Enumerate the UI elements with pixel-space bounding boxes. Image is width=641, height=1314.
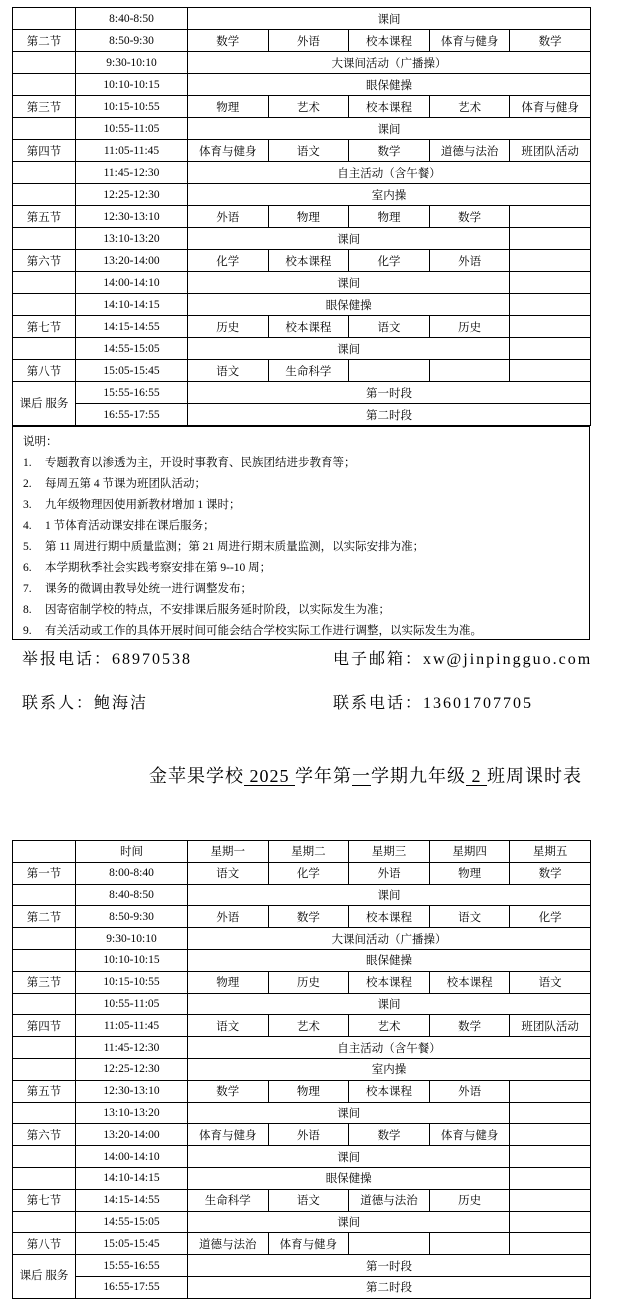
subject-cell: 校本课程 bbox=[429, 971, 510, 993]
subject-cell: 历史 bbox=[188, 316, 269, 338]
subject-cell: 生命科学 bbox=[188, 1189, 269, 1211]
subject-cell: 校本课程 bbox=[349, 30, 430, 52]
page-title bbox=[90, 762, 641, 788]
table-row bbox=[13, 971, 591, 993]
table-row bbox=[13, 272, 591, 294]
period-cell: 第七节 bbox=[13, 1189, 76, 1211]
contact-person: 联系人：鲍海洁 bbox=[22, 695, 149, 712]
period-cell: 第一节 bbox=[13, 862, 76, 884]
period-cell bbox=[13, 993, 76, 1015]
subject-cell: 物理 bbox=[349, 206, 430, 228]
subject-cell bbox=[510, 206, 591, 228]
time-cell: 11:45-12:30 bbox=[76, 162, 188, 184]
time-cell: 11:05-11:45 bbox=[76, 140, 188, 162]
subject-cell: 历史 bbox=[429, 316, 510, 338]
table-row bbox=[13, 1211, 591, 1233]
day-header-cell: 星期二 bbox=[268, 841, 349, 863]
period-cell bbox=[13, 1167, 76, 1189]
title-class-underlined: 2 bbox=[466, 766, 487, 786]
subject-cell: 化学 bbox=[510, 906, 591, 928]
period-cell bbox=[13, 338, 76, 360]
period-cell bbox=[13, 1146, 76, 1168]
period-cell bbox=[13, 884, 76, 906]
subject-cell: 体育与健身 bbox=[429, 1124, 510, 1146]
time-cell: 15:05-15:45 bbox=[76, 360, 188, 382]
subject-cell bbox=[429, 360, 510, 382]
period-cell bbox=[13, 118, 76, 140]
empty-friday-cell bbox=[510, 1211, 591, 1233]
subject-cell: 艺术 bbox=[349, 1015, 430, 1037]
subject-cell: 数学 bbox=[510, 30, 591, 52]
title-part: 学期九年级 bbox=[371, 766, 466, 786]
title-term-underlined: 一 bbox=[352, 766, 371, 786]
period-cell: 第八节 bbox=[13, 1233, 76, 1255]
time-cell: 15:55-16:55 bbox=[76, 1255, 188, 1277]
activity-span-cell: 眼保健操 bbox=[188, 949, 591, 971]
activity-span-cell: 眼保健操 bbox=[188, 294, 510, 316]
time-cell: 15:05-15:45 bbox=[76, 1233, 188, 1255]
table-row bbox=[13, 1080, 591, 1102]
period-cell: 第三节 bbox=[13, 96, 76, 118]
table-row bbox=[13, 1255, 591, 1277]
subject-cell: 语文 bbox=[188, 1015, 269, 1037]
subject-cell: 校本课程 bbox=[268, 316, 349, 338]
activity-span-cell: 室内操 bbox=[188, 1058, 591, 1080]
time-cell: 12:25-12:30 bbox=[76, 184, 188, 206]
subject-cell bbox=[349, 1233, 430, 1255]
period-cell bbox=[13, 228, 76, 250]
period-cell bbox=[13, 294, 76, 316]
time-cell: 9:30-10:10 bbox=[76, 928, 188, 950]
activity-span-cell: 第二时段 bbox=[188, 1276, 591, 1298]
note-item: 1. 专题教育以渗透为主，开设时事教育、民族团结进步教育等； bbox=[23, 457, 356, 469]
activity-span-cell: 课间 bbox=[188, 884, 591, 906]
table-row bbox=[13, 1102, 591, 1124]
subject-cell: 班团队活动 bbox=[510, 140, 591, 162]
subject-cell: 外语 bbox=[429, 1080, 510, 1102]
subject-cell: 语文 bbox=[429, 906, 510, 928]
table-row bbox=[13, 8, 591, 30]
period-cell bbox=[13, 74, 76, 96]
period-cell bbox=[13, 949, 76, 971]
subject-cell: 数学 bbox=[510, 862, 591, 884]
period-cell: 第四节 bbox=[13, 140, 76, 162]
period-cell bbox=[13, 928, 76, 950]
subject-cell bbox=[510, 1080, 591, 1102]
time-cell: 11:05-11:45 bbox=[76, 1015, 188, 1037]
time-cell: 10:15-10:55 bbox=[76, 96, 188, 118]
activity-span-cell: 眼保健操 bbox=[188, 74, 591, 96]
period-cell bbox=[13, 1058, 76, 1080]
subject-cell: 语文 bbox=[268, 140, 349, 162]
time-cell: 12:25-12:30 bbox=[76, 1058, 188, 1080]
time-cell: 14:55-15:05 bbox=[76, 1211, 188, 1233]
email-address: 电子邮箱：xw@jinpingguo.com bbox=[333, 651, 593, 668]
time-cell: 10:10-10:15 bbox=[76, 74, 188, 96]
time-cell: 14:10-14:15 bbox=[76, 294, 188, 316]
after-school-label-cell: 课后 服务 bbox=[13, 382, 76, 426]
empty-friday-cell bbox=[510, 338, 591, 360]
period-cell bbox=[13, 162, 76, 184]
note-item: 5. 第 11 周进行期中质量监测；第 21 周进行期末质量监测，以实际安排为准； bbox=[23, 541, 425, 553]
table-row bbox=[13, 338, 591, 360]
title-part: 班周课时表 bbox=[487, 766, 582, 786]
subject-cell: 艺术 bbox=[268, 96, 349, 118]
time-cell: 10:55-11:05 bbox=[76, 993, 188, 1015]
subject-cell: 数学 bbox=[429, 206, 510, 228]
subject-cell bbox=[510, 360, 591, 382]
time-cell: 10:10-10:15 bbox=[76, 949, 188, 971]
day-header-cell: 星期三 bbox=[349, 841, 430, 863]
period-cell: 第二节 bbox=[13, 30, 76, 52]
day-header-cell: 星期五 bbox=[510, 841, 591, 863]
period-cell: 第六节 bbox=[13, 250, 76, 272]
activity-span-cell: 第一时段 bbox=[188, 382, 591, 404]
subject-cell bbox=[429, 1233, 510, 1255]
activity-span-cell: 课间 bbox=[188, 8, 591, 30]
subject-cell: 数学 bbox=[429, 1015, 510, 1037]
subject-cell: 语文 bbox=[349, 316, 430, 338]
note-item: 4. 1 节体育活动课安排在课后服务； bbox=[23, 520, 215, 532]
subject-cell: 体育与健身 bbox=[268, 1233, 349, 1255]
table-row bbox=[13, 74, 591, 96]
subject-cell: 语文 bbox=[268, 1189, 349, 1211]
subject-cell: 历史 bbox=[429, 1189, 510, 1211]
note-item: 2. 每周五第 4 节课为班团队活动； bbox=[23, 478, 206, 490]
subject-cell: 数学 bbox=[188, 30, 269, 52]
activity-span-cell: 大课间活动（广播操） bbox=[188, 928, 591, 950]
time-cell: 8:40-8:50 bbox=[76, 884, 188, 906]
table-row bbox=[13, 206, 591, 228]
period-cell bbox=[13, 1211, 76, 1233]
period-cell bbox=[13, 1102, 76, 1124]
activity-span-cell: 室内操 bbox=[188, 184, 591, 206]
time-cell: 14:00-14:10 bbox=[76, 272, 188, 294]
table-row bbox=[13, 884, 591, 906]
subject-cell: 校本课程 bbox=[349, 1080, 430, 1102]
subject-cell: 艺术 bbox=[268, 1015, 349, 1037]
class2-timetable bbox=[12, 840, 591, 1299]
activity-span-cell: 自主活动（含午餐） bbox=[188, 1037, 591, 1059]
subject-cell bbox=[510, 250, 591, 272]
title-year-underlined: 2025 bbox=[244, 766, 295, 786]
table-row bbox=[13, 1276, 591, 1298]
subject-cell: 体育与健身 bbox=[510, 96, 591, 118]
empty-friday-cell bbox=[510, 272, 591, 294]
activity-span-cell: 课间 bbox=[188, 993, 591, 1015]
subject-cell: 道德与法治 bbox=[188, 1233, 269, 1255]
subject-cell: 校本课程 bbox=[349, 971, 430, 993]
subject-cell: 数学 bbox=[268, 906, 349, 928]
subject-cell: 艺术 bbox=[429, 96, 510, 118]
report-phone: 举报电话：68970538 bbox=[22, 651, 193, 668]
activity-span-cell: 课间 bbox=[188, 1211, 510, 1233]
period-cell: 第六节 bbox=[13, 1124, 76, 1146]
period-cell: 第四节 bbox=[13, 1015, 76, 1037]
period-cell bbox=[13, 8, 76, 30]
time-cell: 14:15-14:55 bbox=[76, 1189, 188, 1211]
activity-span-cell: 第二时段 bbox=[188, 404, 591, 426]
note-item: 3. 九年级物理因使用新教材增加 1 课时； bbox=[23, 499, 241, 511]
table-row bbox=[13, 140, 591, 162]
day-header-cell: 星期一 bbox=[188, 841, 269, 863]
table-row bbox=[13, 1233, 591, 1255]
activity-span-cell: 课间 bbox=[188, 272, 510, 294]
notes-box bbox=[12, 426, 590, 640]
activity-span-cell: 大课间活动（广播操） bbox=[188, 52, 591, 74]
activity-span-cell: 自主活动（含午餐） bbox=[188, 162, 591, 184]
time-cell: 16:55-17:55 bbox=[76, 404, 188, 426]
table-row bbox=[13, 1058, 591, 1080]
table-row bbox=[13, 1189, 591, 1211]
subject-cell: 体育与健身 bbox=[188, 1124, 269, 1146]
note-item: 8. 因寄宿制学校的特点，不安排课后服务延时阶段，以实际发生为准； bbox=[23, 604, 390, 616]
activity-span-cell: 课间 bbox=[188, 338, 510, 360]
subject-cell: 数学 bbox=[188, 1080, 269, 1102]
time-cell: 14:10-14:15 bbox=[76, 1167, 188, 1189]
subject-cell: 语文 bbox=[510, 971, 591, 993]
activity-span-cell: 眼保健操 bbox=[188, 1167, 510, 1189]
header-row bbox=[13, 841, 591, 863]
empty-friday-cell bbox=[510, 1167, 591, 1189]
subject-cell: 化学 bbox=[188, 250, 269, 272]
time-cell: 14:55-15:05 bbox=[76, 338, 188, 360]
table-row bbox=[13, 96, 591, 118]
title-part: 学年第 bbox=[295, 766, 352, 786]
period-cell: 第三节 bbox=[13, 971, 76, 993]
day-header-cell: 星期四 bbox=[429, 841, 510, 863]
table-row bbox=[13, 862, 591, 884]
time-cell: 12:30-13:10 bbox=[76, 206, 188, 228]
time-cell: 10:15-10:55 bbox=[76, 971, 188, 993]
table-row bbox=[13, 1124, 591, 1146]
subject-cell: 外语 bbox=[188, 206, 269, 228]
notes-heading: 说明： bbox=[23, 436, 58, 448]
title-part: 金苹果学校 bbox=[149, 766, 244, 786]
subject-cell: 班团队活动 bbox=[510, 1015, 591, 1037]
empty-friday-cell bbox=[510, 228, 591, 250]
subject-cell: 外语 bbox=[268, 1124, 349, 1146]
empty-friday-cell bbox=[510, 1102, 591, 1124]
period-cell: 第二节 bbox=[13, 906, 76, 928]
table-row bbox=[13, 949, 591, 971]
table-row bbox=[13, 1146, 591, 1168]
subject-cell: 物理 bbox=[429, 862, 510, 884]
subject-cell bbox=[510, 1189, 591, 1211]
table-row bbox=[13, 1167, 591, 1189]
subject-cell: 外语 bbox=[188, 906, 269, 928]
table-row bbox=[13, 1015, 591, 1037]
time-cell: 13:20-14:00 bbox=[76, 250, 188, 272]
table-row bbox=[13, 162, 591, 184]
table-row bbox=[13, 228, 591, 250]
after-school-label-cell: 课后 服务 bbox=[13, 1255, 76, 1299]
period-cell bbox=[13, 272, 76, 294]
subject-cell: 校本课程 bbox=[349, 906, 430, 928]
table-row bbox=[13, 404, 591, 426]
subject-cell: 化学 bbox=[349, 250, 430, 272]
subject-cell: 道德与法治 bbox=[349, 1189, 430, 1211]
time-cell: 14:00-14:10 bbox=[76, 1146, 188, 1168]
activity-span-cell: 第一时段 bbox=[188, 1255, 591, 1277]
subject-cell: 历史 bbox=[268, 971, 349, 993]
activity-span-cell: 课间 bbox=[188, 1102, 510, 1124]
subject-cell: 语文 bbox=[188, 360, 269, 382]
table-row bbox=[13, 316, 591, 338]
table-row bbox=[13, 118, 591, 140]
time-cell: 11:45-12:30 bbox=[76, 1037, 188, 1059]
time-cell: 15:55-16:55 bbox=[76, 382, 188, 404]
subject-cell bbox=[510, 1233, 591, 1255]
note-item: 7. 课务的微调由教导处统一进行调整发布； bbox=[23, 583, 252, 595]
period-cell: 第七节 bbox=[13, 316, 76, 338]
time-cell: 16:55-17:55 bbox=[76, 1276, 188, 1298]
table-row bbox=[13, 294, 591, 316]
subject-cell: 体育与健身 bbox=[429, 30, 510, 52]
time-cell: 13:20-14:00 bbox=[76, 1124, 188, 1146]
subject-cell: 物理 bbox=[188, 96, 269, 118]
subject-cell: 语文 bbox=[188, 862, 269, 884]
activity-span-cell: 课间 bbox=[188, 118, 591, 140]
empty-friday-cell bbox=[510, 1146, 591, 1168]
period-cell bbox=[13, 1037, 76, 1059]
subject-cell: 物理 bbox=[268, 206, 349, 228]
subject-cell: 体育与健身 bbox=[188, 140, 269, 162]
table-row bbox=[13, 52, 591, 74]
time-header-cell: 时间 bbox=[76, 841, 188, 863]
activity-span-cell: 课间 bbox=[188, 228, 510, 250]
empty-friday-cell bbox=[510, 294, 591, 316]
contact-phone: 联系电话：13601707705 bbox=[333, 695, 534, 712]
subject-cell: 物理 bbox=[268, 1080, 349, 1102]
class1-timetable bbox=[12, 7, 591, 426]
period-cell: 第五节 bbox=[13, 206, 76, 228]
time-cell: 13:10-13:20 bbox=[76, 228, 188, 250]
period-cell: 第八节 bbox=[13, 360, 76, 382]
period-cell bbox=[13, 184, 76, 206]
table-row bbox=[13, 30, 591, 52]
subject-cell: 道德与法治 bbox=[429, 140, 510, 162]
subject-cell: 外语 bbox=[429, 250, 510, 272]
table-row bbox=[13, 184, 591, 206]
subject-cell: 数学 bbox=[349, 1124, 430, 1146]
time-cell: 10:55-11:05 bbox=[76, 118, 188, 140]
time-cell: 8:00-8:40 bbox=[76, 862, 188, 884]
table-row bbox=[13, 906, 591, 928]
subject-cell: 物理 bbox=[188, 971, 269, 993]
subject-cell bbox=[349, 360, 430, 382]
period-cell bbox=[13, 52, 76, 74]
subject-cell: 数学 bbox=[349, 140, 430, 162]
subject-cell: 化学 bbox=[268, 862, 349, 884]
table-row bbox=[13, 928, 591, 950]
subject-cell: 校本课程 bbox=[349, 96, 430, 118]
subject-cell bbox=[510, 1124, 591, 1146]
subject-cell bbox=[510, 316, 591, 338]
period-cell: 第五节 bbox=[13, 1080, 76, 1102]
period-header-cell bbox=[13, 841, 76, 863]
time-cell: 9:30-10:10 bbox=[76, 52, 188, 74]
activity-span-cell: 课间 bbox=[188, 1146, 510, 1168]
note-item: 9. 有关活动或工作的具体开展时间可能会结合学校实际工作进行调整，以实际发生为准。 bbox=[23, 625, 482, 637]
table-row bbox=[13, 382, 591, 404]
time-cell: 12:30-13:10 bbox=[76, 1080, 188, 1102]
subject-cell: 生命科学 bbox=[268, 360, 349, 382]
subject-cell: 外语 bbox=[268, 30, 349, 52]
time-cell: 8:50-9:30 bbox=[76, 30, 188, 52]
subject-cell: 外语 bbox=[349, 862, 430, 884]
time-cell: 14:15-14:55 bbox=[76, 316, 188, 338]
table-row bbox=[13, 993, 591, 1015]
time-cell: 8:50-9:30 bbox=[76, 906, 188, 928]
subject-cell: 校本课程 bbox=[268, 250, 349, 272]
table-row bbox=[13, 1037, 591, 1059]
time-cell: 8:40-8:50 bbox=[76, 8, 188, 30]
table-row bbox=[13, 360, 591, 382]
time-cell: 13:10-13:20 bbox=[76, 1102, 188, 1124]
table-row bbox=[13, 250, 591, 272]
note-item: 6. 本学期秋季社会实践考察安排在第 9--10 周； bbox=[23, 562, 272, 574]
